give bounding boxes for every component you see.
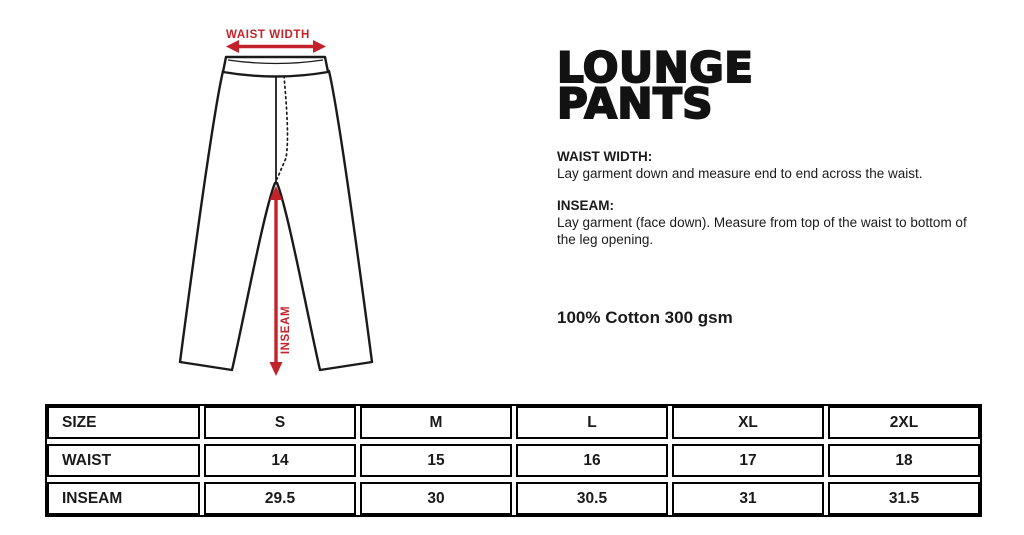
pants-measurement-diagram	[0, 0, 430, 400]
size-chart-header-m: M	[360, 406, 512, 439]
size-chart-header-xl: XL	[672, 406, 824, 439]
size-chart-header-2xl: 2XL	[828, 406, 980, 439]
inseam-guide	[557, 197, 967, 248]
size-chart-waist-label: WAIST	[47, 444, 200, 477]
size-chart-waist-m: 15	[360, 444, 512, 477]
size-chart-header-size: SIZE	[47, 406, 200, 439]
waist-width-guide-body: Lay garment down and measure end to end across the waist.	[557, 166, 923, 181]
pants-diagram-svg	[0, 0, 430, 400]
size-chart-grid	[47, 406, 980, 515]
inseam-guide-heading: INSEAM:	[557, 198, 614, 213]
fabric-note: 100% Cotton 300 gsm	[557, 308, 733, 327]
product-title-line1: LOUNGE	[557, 43, 754, 92]
size-chart-header-l: L	[516, 406, 668, 439]
waist-width-guide-heading: WAIST WIDTH:	[557, 149, 653, 164]
size-chart-table	[45, 404, 982, 517]
waist-width-arrow	[226, 40, 326, 53]
waist-width-guide	[557, 148, 967, 182]
size-chart-inseam-l: 30.5	[516, 482, 668, 515]
product-title-line2: PANTS	[557, 79, 713, 128]
waist-width-arrow-label: WAIST WIDTH	[226, 29, 310, 41]
size-chart-waist-xl: 17	[672, 444, 824, 477]
waistband	[223, 57, 328, 77]
size-chart-header-s: S	[204, 406, 356, 439]
inseam-arrow-label: INSEAM	[280, 305, 292, 355]
size-chart-inseam-xl: 31	[672, 482, 824, 515]
product-info-column	[557, 43, 977, 328]
size-chart-inseam-s: 29.5	[204, 482, 356, 515]
size-chart-inseam-m: 30	[360, 482, 512, 515]
size-chart-inseam-2xl: 31.5	[828, 482, 980, 515]
size-chart-waist-2xl: 18	[828, 444, 980, 477]
product-title	[557, 43, 977, 128]
size-chart-waist-l: 16	[516, 444, 668, 477]
inseam-guide-body: Lay garment (face down). Measure from top of the waist to bottom of the leg opening.	[557, 215, 967, 247]
size-chart-inseam-label: INSEAM	[47, 482, 200, 515]
size-chart-waist-s: 14	[204, 444, 356, 477]
